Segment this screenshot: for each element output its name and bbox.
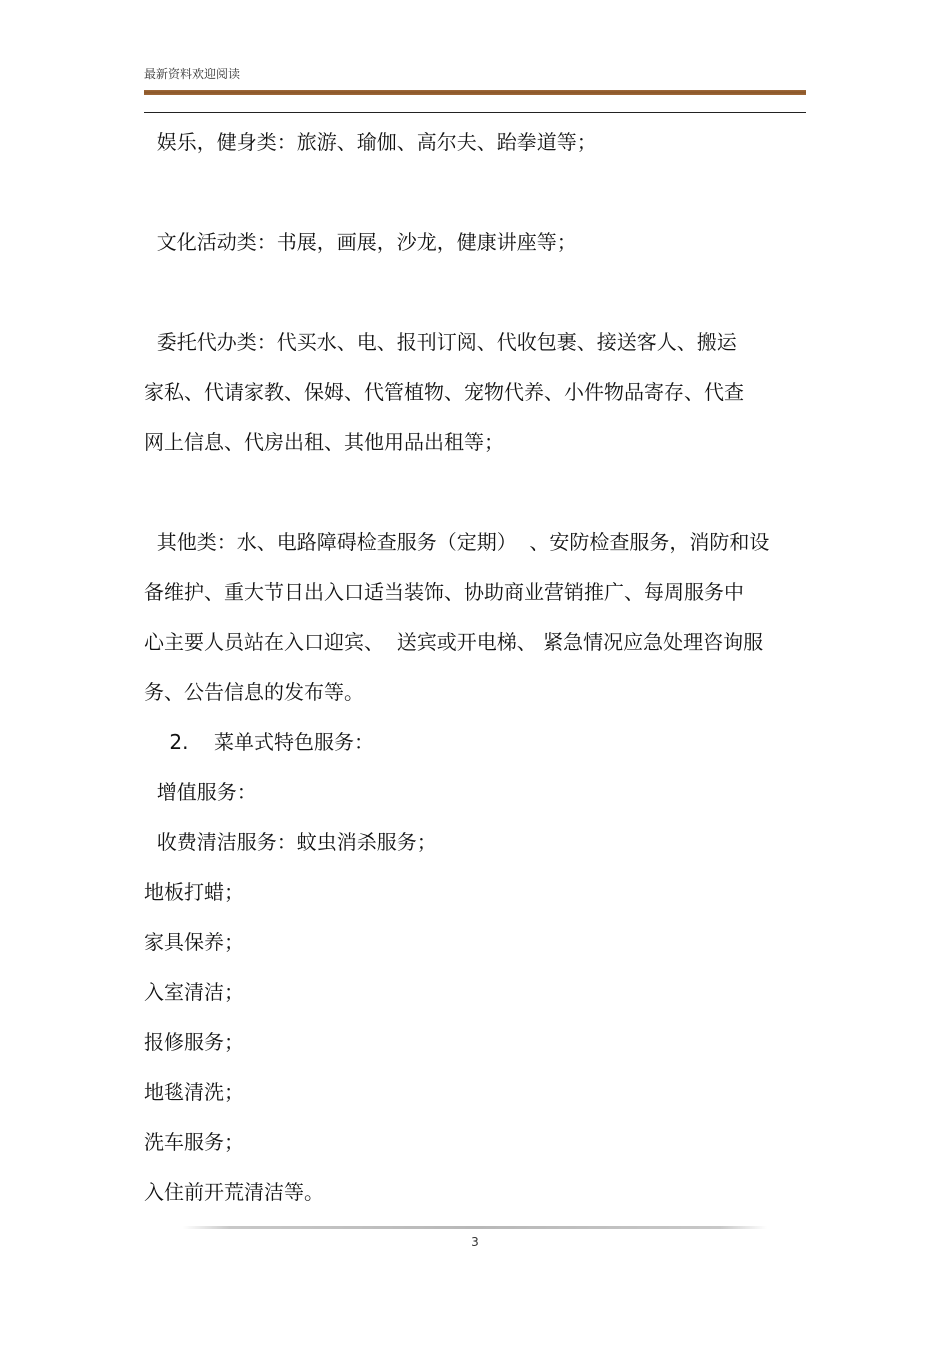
paragraph-other-line-4: 务、公告信息的发布等。	[144, 680, 364, 704]
paragraph-entertainment: 娱乐，健身类：旅游、瑜伽、高尔夫、跆拳道等；	[144, 130, 597, 154]
list-item-carpet-cleaning: 地毯清洗；	[144, 1080, 244, 1104]
header-divider-thick	[144, 90, 806, 95]
list-item-move-in-cleaning: 入住前开荒清洁等。	[144, 1180, 324, 1204]
list-item-furniture-care: 家具保养；	[144, 930, 244, 954]
paragraph-other-line-1: 其他类：水、电路障碍检查服务（定期） 、安防检查服务，消防和设	[144, 530, 770, 554]
list-item-paid-cleaning: 收费清洁服务：蚊虫消杀服务；	[144, 830, 437, 854]
paragraph-agency-line-3: 网上信息、代房出租、其他用品出租等；	[144, 430, 504, 454]
paragraph-other-line-3: 心主要人员站在入口迎宾、 送宾或开电梯、 紧急情况应急处理咨询服	[144, 630, 764, 654]
paragraph-agency-line-1: 委托代办类：代买水、电、报刊订阅、代收包裹、接送客人、搬运	[144, 330, 737, 354]
list-item-car-wash: 洗车服务；	[144, 1130, 244, 1154]
page-number: 3	[471, 1235, 479, 1249]
list-item-floor-waxing: 地板打蜡；	[144, 880, 244, 904]
header-divider-thin	[144, 112, 806, 113]
subheading-value-added: 增值服务：	[144, 780, 257, 804]
paragraph-cultural-activities: 文化活动类：书展，画展，沙龙，健康讲座等；	[144, 230, 577, 254]
paragraph-agency-line-2: 家私、代请家教、保姆、代管植物、宠物代养、小件物品寄存、代查	[144, 380, 744, 404]
paragraph-other-line-2: 备维护、重大节日出入口适当装饰、协助商业营销推广、每周服务中	[144, 580, 744, 604]
list-item-home-cleaning: 入室清洁；	[144, 980, 244, 1004]
section-heading-menu-services: 2. 菜单式特色服务：	[144, 730, 374, 754]
list-item-repair-service: 报修服务；	[144, 1030, 244, 1054]
header-title: 最新资料欢迎阅读	[144, 67, 241, 81]
footer-divider	[183, 1226, 767, 1229]
